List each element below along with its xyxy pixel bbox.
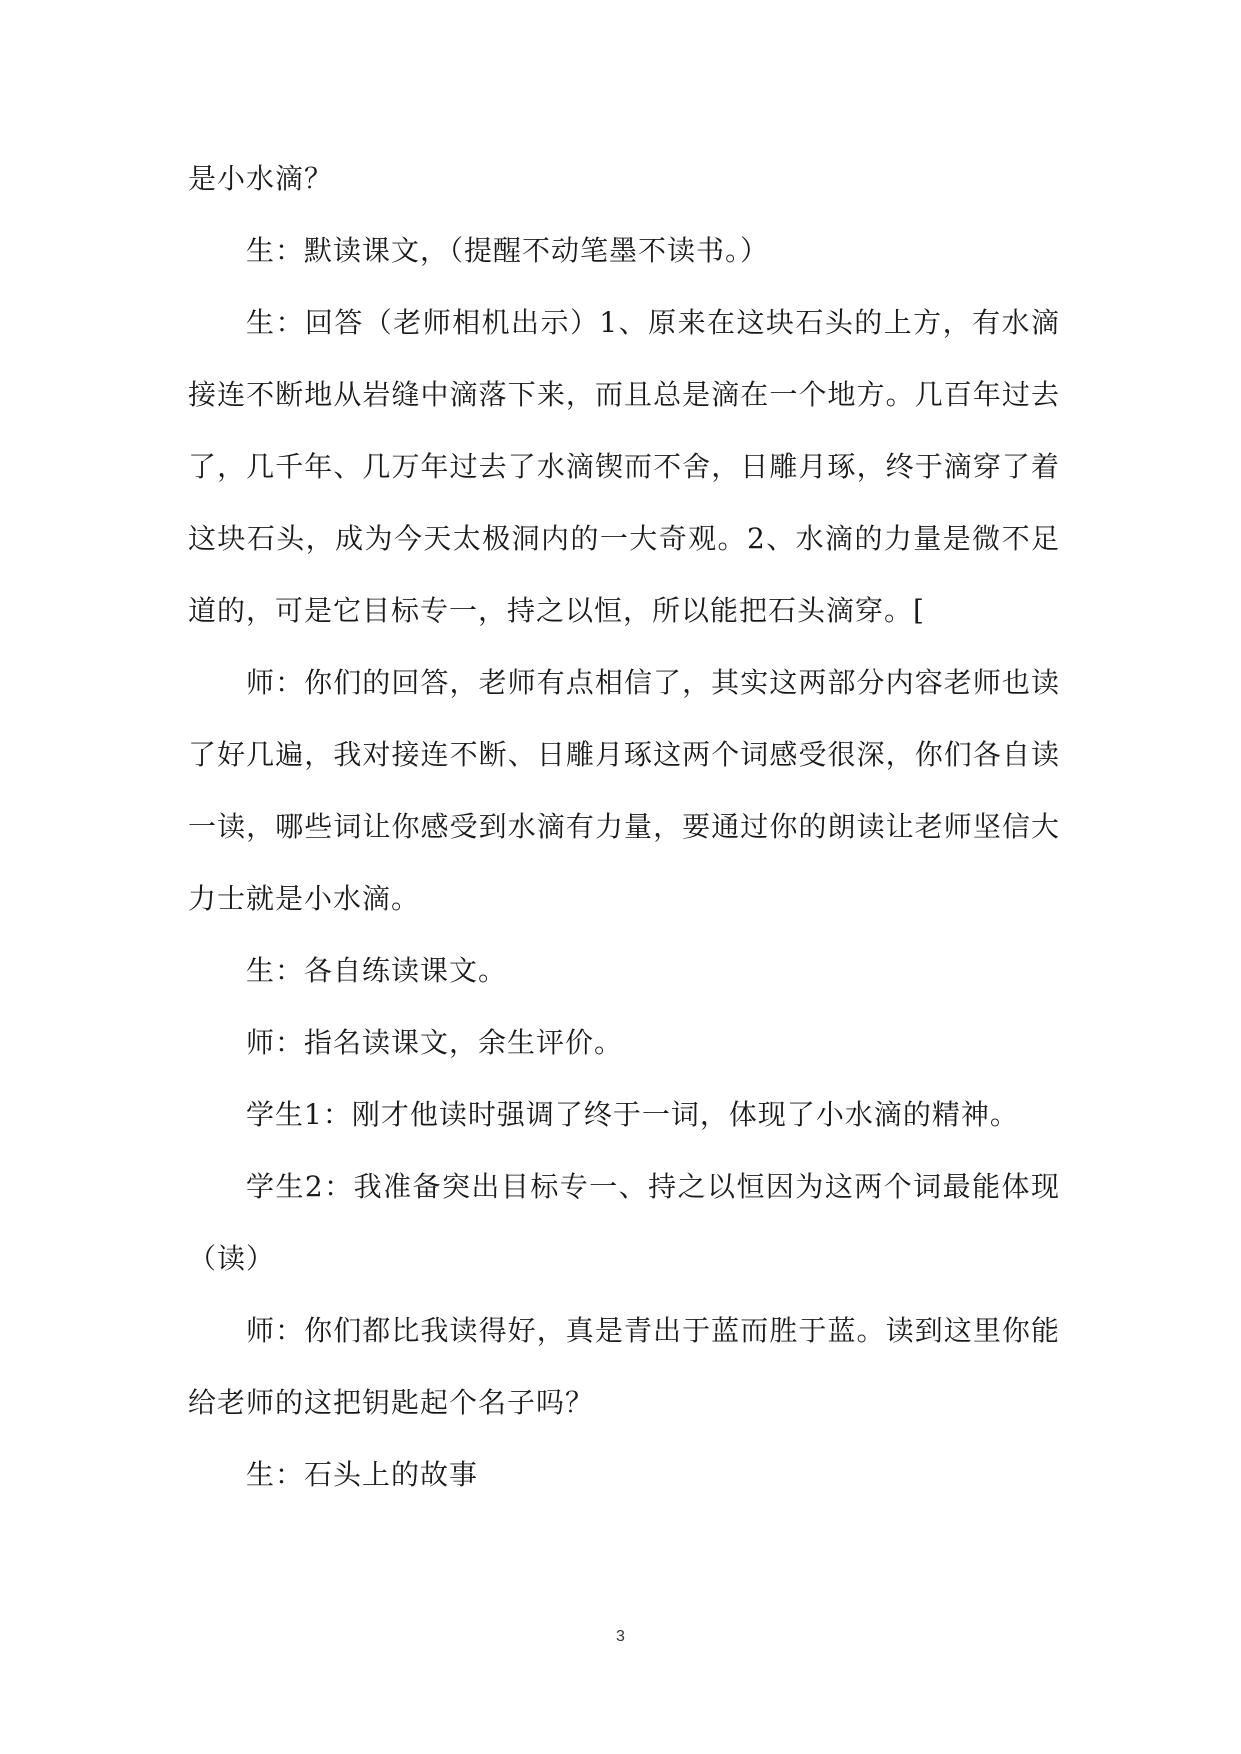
paragraph: 生：各自练读课文。 [246, 954, 508, 987]
paragraph: 师：你们都比我读得好，真是青出于蓝而胜于蓝。读到这里你能给老师的这把钥匙起个名子吗？ [188, 1314, 1060, 1419]
paragraph: 生：回答（老师相机出示）1、原来在这块石头的上方，有水滴接连不断地从岩缝中滴落下来，而且总是滴在一个地方。几百年过去了，几千年、几万年过去了水滴锲而不舍，日雕月琢，终于滴穿了着这块石头，成为今天太极洞内的一大奇观。2、水滴的力量是微不足道的，可是它目标专一，持之以恒，所以能把石头滴穿。[ [188, 306, 1060, 627]
paragraph: 学生1：刚才他读时强调了终于一词，体现了小水滴的精神。 [246, 1098, 1019, 1131]
page-number: 3 [616, 1628, 625, 1645]
paragraph: 是小水滴？ [188, 162, 334, 195]
paragraph: 学生2：我准备突出目标专一、持之以恒因为这两个词最能体现（读） [188, 1170, 1060, 1275]
paragraph: 生：默读课文，（提醒不动笔墨不读书。） [246, 234, 770, 267]
paragraph: 生：石头上的故事 [246, 1458, 479, 1491]
body-text [188, 143, 1060, 1511]
paragraph: 师：指名读课文，余生评价。 [246, 1026, 624, 1059]
paragraph: 师：你们的回答，老师有点相信了，其实这两部分内容老师也读了好几遍，我对接连不断、日雕月琢这两个词感受很深，你们各自读一读，哪些词让你感受到水滴有力量，要通过你的朗读让老师坚信大力士就是小水滴。 [188, 666, 1060, 915]
